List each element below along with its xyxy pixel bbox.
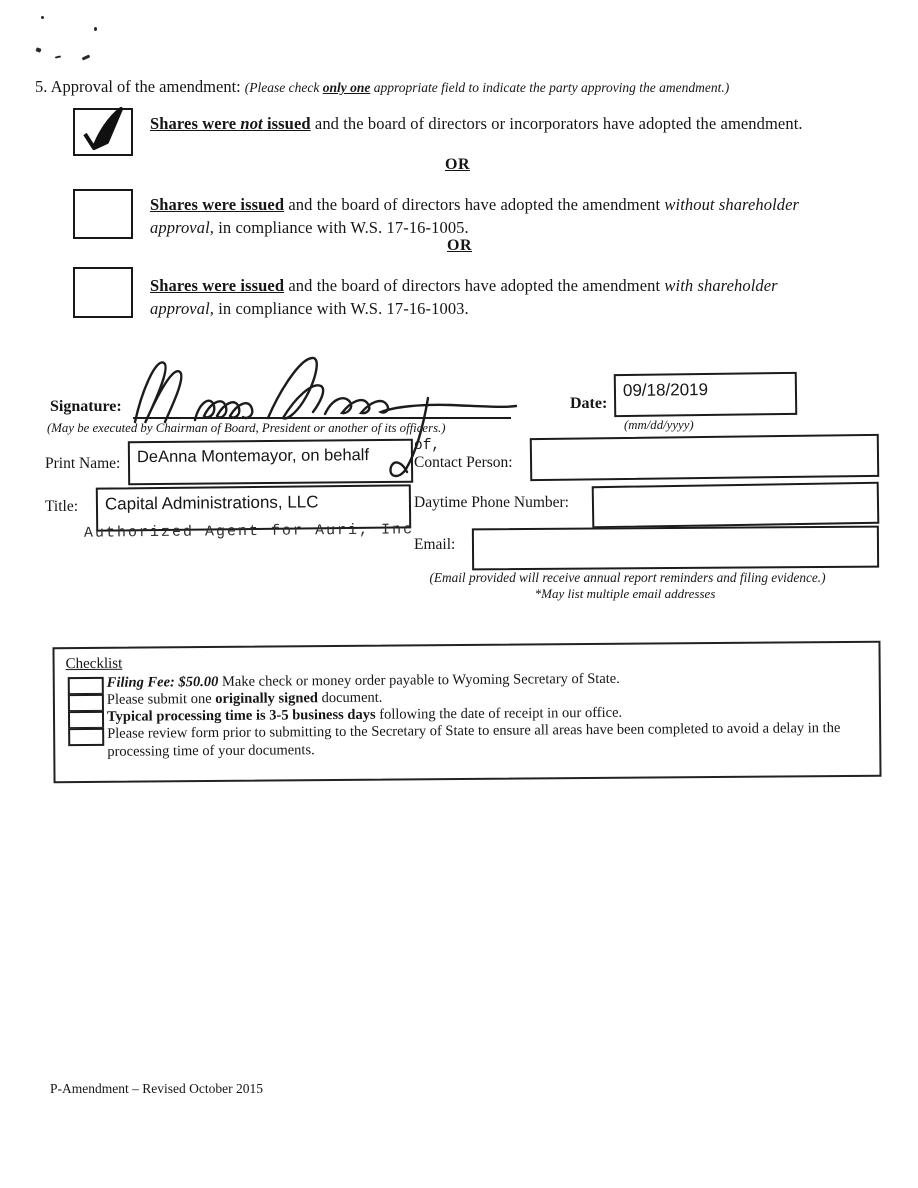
checkbox-shares-not-issued[interactable] <box>73 108 133 156</box>
scan-speck <box>41 16 44 19</box>
checklist-heading: Checklist <box>65 655 123 673</box>
date-field[interactable] <box>614 372 798 417</box>
daytime-phone-value <box>594 484 877 493</box>
checklist-item-filing-fee: Filing Fee: $50.00 Make check or money order payable to Wyoming Secretary of State. <box>106 670 620 691</box>
print-name-field[interactable] <box>128 439 413 485</box>
checklist-item-review-form: Please review form prior to submitting to the Secretary of State to ensure all areas have been completed to avoid a delay in the processing time of your documents. <box>107 720 841 760</box>
daytime-phone-label: Daytime Phone Number: <box>414 494 569 511</box>
daytime-phone-field[interactable] <box>592 482 880 529</box>
print-name-label: Print Name: <box>45 455 121 472</box>
signature-caption: (May be executed by Chairman of Board, President or another of its officers.) <box>47 421 446 435</box>
scan-speck <box>55 55 61 58</box>
email-note-1: (Email provided will receive annual report reminders and filing evidence.) <box>429 570 826 585</box>
title-value: Capital Administrations, LLC <box>104 492 319 514</box>
email-note-2: *May list multiple email addresses <box>534 586 716 601</box>
contact-person-value <box>532 436 877 445</box>
checkbox-shares-issued-with-approval[interactable] <box>73 267 133 318</box>
scan-speck <box>94 27 97 31</box>
or-separator-2: OR <box>447 237 472 254</box>
print-name-overflow: of, <box>414 438 441 454</box>
signature-line[interactable] <box>133 394 511 419</box>
date-value: 09/18/2019 <box>622 379 709 401</box>
checkbox-shares-issued-without-approval[interactable] <box>73 189 133 239</box>
contact-person-field[interactable] <box>530 434 879 481</box>
scan-speck <box>82 54 91 60</box>
email-value <box>474 528 877 536</box>
title-extra-typed-line: Authorized Agent for Auri, Inc <box>83 521 415 542</box>
date-format-hint: (mm/dd/yyyy) <box>624 418 694 432</box>
date-label: Date: <box>570 395 608 412</box>
section5-instruction: (Please check only one appropriate field to indicate the party approving the amendment.) <box>244 80 730 95</box>
section5-heading-line <box>35 77 729 97</box>
checklist-checkbox-signed-document[interactable] <box>68 694 104 712</box>
title-label: Title: <box>45 498 79 515</box>
contact-person-label: Contact Person: <box>414 454 513 471</box>
scan-speck <box>35 47 41 52</box>
print-name-value: DeAnna Montemayor, on behalf <box>136 446 370 467</box>
checklist-checkbox-filing-fee[interactable] <box>68 677 104 695</box>
checklist-checkbox-processing-time[interactable] <box>68 711 104 729</box>
form-footer: P-Amendment – Revised October 2015 <box>50 1081 263 1096</box>
checklist-item-signed-document: Please submit one originally signed document. <box>106 689 383 708</box>
checklist-section <box>52 641 881 783</box>
option-shares-not-issued-text: Shares were not issued and the board of directors or incorporators have adopted the amendment. <box>150 114 803 133</box>
or-separator-1: OR <box>445 156 470 173</box>
email-label: Email: <box>414 536 456 553</box>
checklist-checkbox-review-form[interactable] <box>68 728 104 746</box>
email-field[interactable] <box>472 526 879 571</box>
signature-label: Signature: <box>50 398 122 415</box>
checkmark-icon <box>77 106 129 158</box>
option-shares-issued-without-text: Shares were issued and the board of directors have adopted the amendment without shareholder approval, in compliance with W.S. 17-16-1005. <box>150 195 800 237</box>
checklist-item-processing-time: Typical processing time is 3-5 business days following the date of receipt in our office. <box>106 704 623 725</box>
option-shares-issued-with-text: Shares were issued and the board of directors have adopted the amendment with shareholder approval, in compliance with W.S. 17-16-1003. <box>150 276 778 318</box>
section5-heading: 5. Approval of the amendment: <box>35 77 241 96</box>
